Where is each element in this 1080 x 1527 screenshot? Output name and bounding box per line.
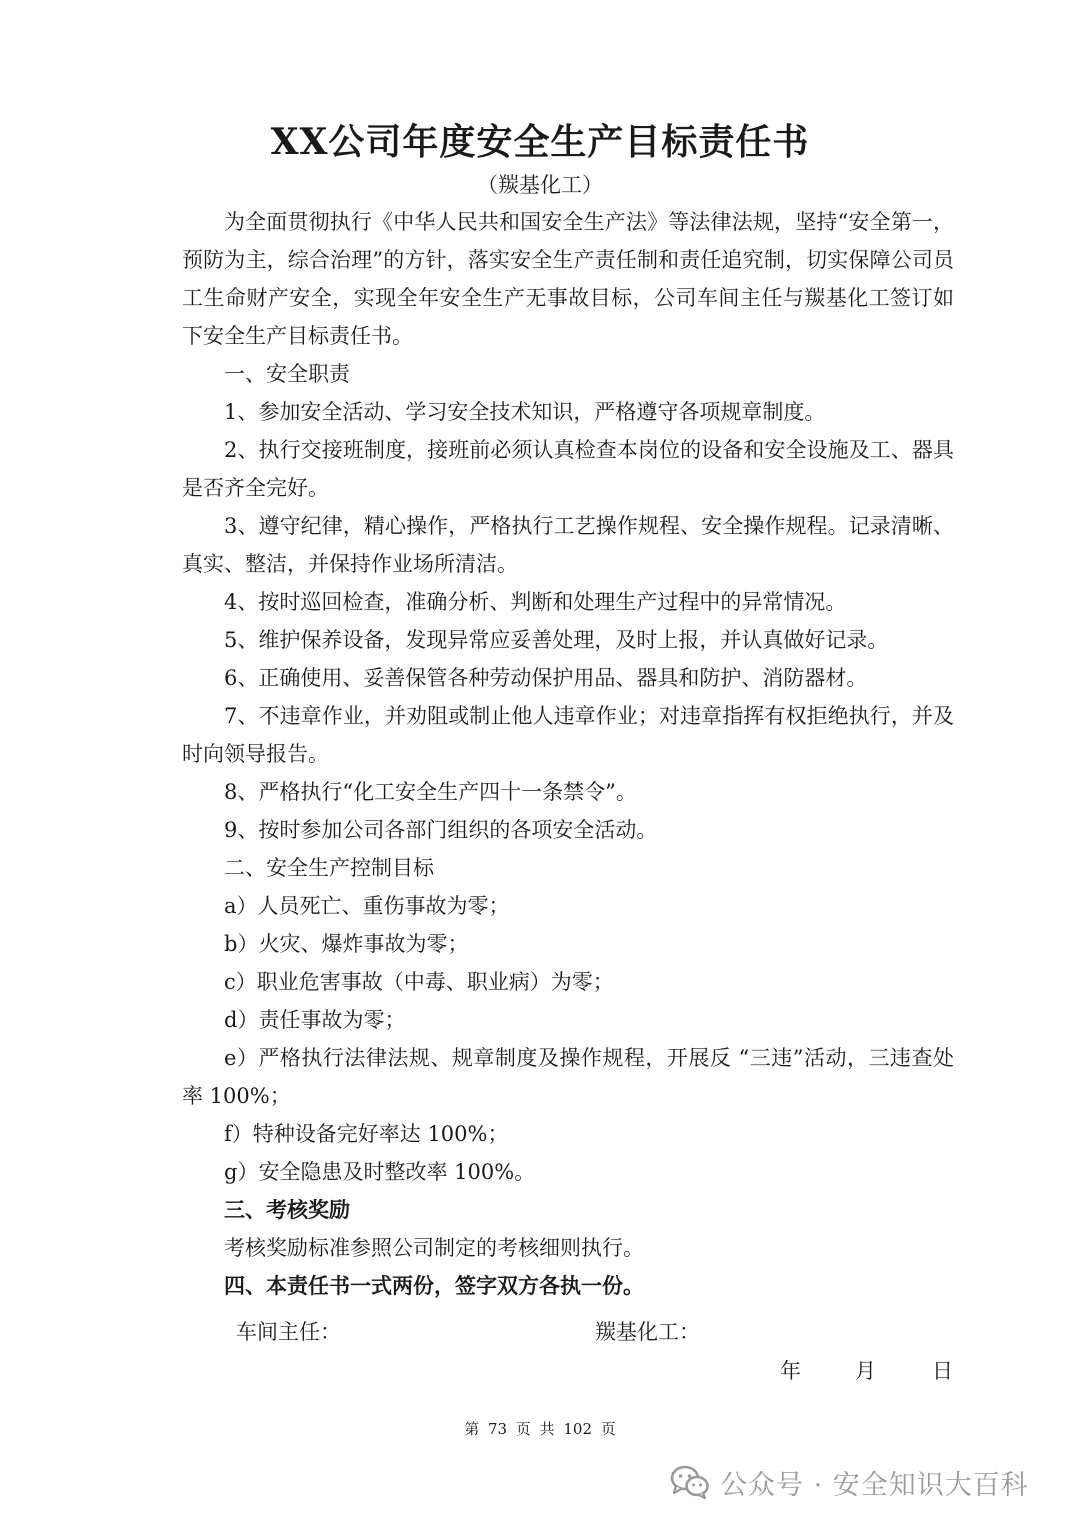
date-year: 年 (780, 1359, 801, 1383)
list-item: 7、不违章作业，并劝阻或制止他人违章作业；对违章指挥有权拒绝执行，并及时向领导报告。 (182, 704, 954, 766)
wechat-icon (670, 1464, 710, 1500)
section-heading-1: 一、安全职责 (224, 362, 350, 386)
watermark (670, 1460, 1029, 1504)
date-month: 月 (855, 1359, 876, 1383)
signature-row (0, 1313, 1080, 1351)
list-item: e）严格执行法律法规、规章制度及操作规程，开展反 “三违”活动，三违查处率 100%； (182, 1046, 954, 1108)
date-row (0, 1352, 1080, 1390)
list-item: 2、执行交接班制度，接班前必须认真检查本岗位的设备和安全设施及工、器具是否齐全完好。 (182, 438, 954, 500)
list-item: f）特种设备完好率达 100%； (224, 1122, 509, 1146)
list-item: 8、严格执行“化工安全生产四十一条禁令”。 (224, 780, 637, 804)
list-item: 9、按时参加公司各部门组织的各项安全活动。 (224, 818, 658, 842)
signature-carbonyl-chemical: 羰基化工： (595, 1320, 700, 1344)
section-heading-2: 二、安全生产控制目标 (224, 856, 434, 880)
watermark-text: 公众号 · 安全知识大百科 (720, 1469, 1029, 1501)
paragraph-intro: 为全面贯彻执行《中华人民共和国安全生产法》等法律法规，坚持“安全第一，预防为主，综合治理”的方针，落实安全生产责任制和责任追究制，切实保障公司员工生命财产安全，实现全年安全生产无事故目标，公司车间主任与羰基化工签订如下安全生产目标责任书。 (182, 210, 954, 348)
page-number: 第 73 页 共 102 页 (464, 1420, 616, 1438)
list-item: 3、遵守纪律，精心操作，严格执行工艺操作规程、安全操作规程。记录清晰、真实、整洁，并保持作业场所清洁。 (182, 514, 954, 576)
document-title: XX公司年度安全生产目标责任书 (270, 121, 810, 163)
document-body (182, 203, 954, 1305)
section-heading-3: 三、考核奖励 (224, 1197, 350, 1222)
list-item: b）火灾、爆炸事故为零； (224, 932, 469, 956)
list-item: c）职业危害事故（中毒、职业病）为零； (224, 970, 614, 994)
signature-workshop-director: 车间主任： (236, 1320, 341, 1344)
list-item: a）人员死亡、重伤事故为零； (224, 894, 510, 918)
date-day: 日 (932, 1359, 953, 1383)
list-item: 1、参加安全活动、学习安全技术知识，严格遵守各项规章制度。 (224, 400, 826, 424)
list-item: d）责任事故为零； (224, 1008, 406, 1032)
list-item: 6、正确使用、妥善保管各种劳动保护用品、器具和防护、消防器材。 (224, 666, 868, 690)
paragraph-assessment: 考核奖励标准参照公司制定的考核细则执行。 (224, 1236, 644, 1260)
list-item: 4、按时巡回检查，准确分析、判断和处理生产过程中的异常情况。 (224, 590, 847, 614)
list-item: g）安全隐患及时整改率 100%。 (224, 1160, 536, 1184)
list-item: 5、维护保养设备，发现异常应妥善处理，及时上报，并认真做好记录。 (224, 628, 889, 652)
section-heading-4: 四、本责任书一式两份，签字双方各执一份。 (224, 1273, 644, 1298)
document-subtitle: （羰基化工） (477, 173, 603, 197)
